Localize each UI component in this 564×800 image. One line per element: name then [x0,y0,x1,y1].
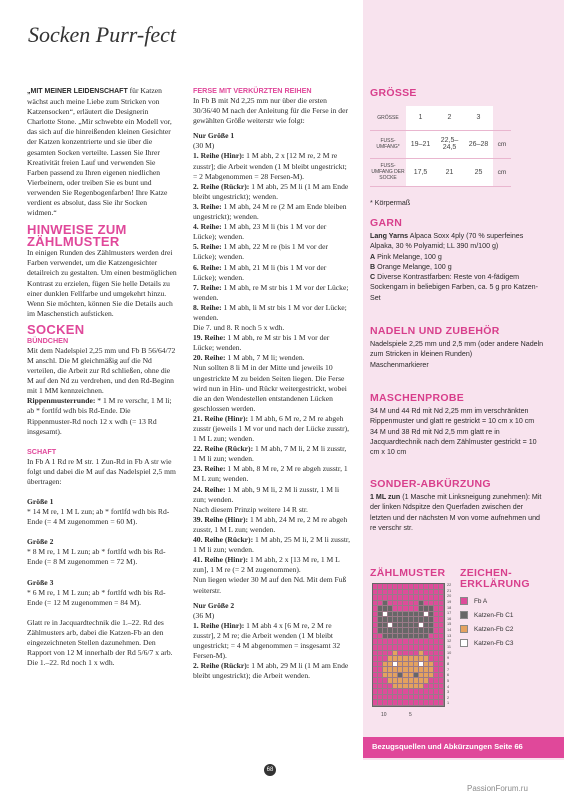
reihe-item [193,485,351,505]
row-number: 10 [447,650,452,655]
reihen-list-c [193,414,351,505]
reihe-text: 1 M abh, 24 M re (2 M am Ende bleiben ungestrickt); wenden. [193,201,347,222]
maschenprobe-heading: MASCHENPROBE [370,392,465,404]
maschenmarkierer-text: Maschenmarkierer [370,360,429,369]
garn-block [370,231,545,303]
reihe-item [193,202,351,222]
reihe-lead: 20. Reihe: [193,353,226,363]
maschenprobe-text-2: 34 M und 38 Rd mit Nd 2,5 mm glatt re in Jacquardtechnik nach dem Zählmuster gestrickt = 10 cm x 10 cm [370,427,537,457]
row-number: 5 [447,678,450,683]
reihe-item [193,621,351,661]
sonder-heading: SONDER-ABKÜRZUNG [370,478,491,490]
schaft-text: In Fb A 1 Rd re M str. 1 Zun-Rd in Fb A str wie folgt und dabei die M auf das Nadelspiel 2,5 mm übertragen: [27,456,176,486]
reihe-lead: 41. Reihe (Hinr): [193,555,249,565]
row-number: 4 [447,684,450,689]
m30-label: (30 M) [193,141,215,151]
chart-row-numbers [447,583,457,707]
reihe-item [193,661,351,681]
row-number: 8 [447,661,450,666]
nadeln-block [370,339,545,370]
maschenprobe-text-1: 34 M und 44 Rd mit Nd 2,25 mm im verschränkten Rippenmuster und glatt re gestrickt = 10 cm x 10 cm [370,407,535,426]
row-number: 15 [447,622,452,627]
page-number: 68 [264,764,276,776]
reihe-lead: 5. Reihe: [193,242,222,252]
row-number: 12 [447,639,452,644]
groesse1-heading: Größe 1 [27,497,54,506]
row-number: 14 [447,628,452,633]
legend-item [460,625,513,633]
row-number: 1 [447,701,450,706]
buendchen-heading: BÜNDCHEN [27,335,69,345]
row-number: 19 [447,599,452,604]
garn-c-lead: C [370,273,376,282]
reihen-list-b [193,333,351,363]
reihe-lead: 1. Reihe (Hinr): [193,620,245,630]
footer-link[interactable]: Bezugsquellen und Abkürzungen Seite 66 [372,742,523,751]
rippen-lead: Rippenmusterrunde: [27,396,96,406]
fuss-row-label: FUSS-UMFANG* [370,130,406,158]
reihe-lead: 39. Reihe (Hinr): [193,514,249,524]
row-number: 7 [447,667,450,672]
hinweise-text: In einigen Runden des Zählmusters werden drei Farben verwendet, um die Katzengesichter detailreich zu gestalten. Um einen bestmöglichen Kontrast zu erzielen, fügen Sie helle Details zu einer dunklen Fellfarbe und umgekehrt hinzu. Wenn Sie möchten, können Sie die Details auch im Maschenstich aufsticken. [27,248,177,318]
reihe-text: 1 M abh 4 x [6 M re, 2 M re zusstr], 2 M re; die Arbeit wenden (1 M bleibt ungestrickt; = 4 M abgenommen = insgesamt 32 Fersen-M). [193,620,341,661]
row-number: 21 [447,588,452,593]
reihe-lead: 40. Reihe (Rückr): [193,535,254,545]
reihe-item [193,242,351,262]
garn-heading: GARN [370,217,403,229]
reihe-text: 1 M abh, 25 M li (1 M am Ende bleibt ungestrickt); wenden. [193,181,349,201]
groesse3-text: * 6 M re, 1 M L zun; ab * fortlfd wdh bis Rd-Ende (= 12 M zugenommen = 84 M). [27,587,166,607]
garn-b-lead: B [370,262,376,271]
lucken-text: Nun sollten 8 li M in der Mitte und jeweils 10 ungestrickte M zu beiden Seiten liegen. Die Ferse wird nun in Hin- und Rückr weitergestrickt, wobei die an den Wendestellen entstandenen Lücken geschlossen werden. [193,363,347,413]
size-table-row [370,158,511,186]
reihe-item [193,151,351,181]
reihe-text: 1 M abh, 7 M li; wenden. [227,353,305,363]
reihe-item [193,515,351,535]
rippen-paragraph [27,396,177,436]
reihe-item [193,303,351,323]
size-cell: 22,5–24,5 [435,130,464,158]
reihe-item [193,353,351,363]
size-cell: 25 [464,158,493,186]
sonder-text: (1 Masche mit Linksneigung zunehmen): Mit der linken Ndspitze den Querfaden zwischen der letzten und der nächsten M von vorne aufnehmen und re verschr str. [370,493,542,532]
reihe-text: 1 M abh, 7 M li, 2 M li zusstr, 1 M li zun; wenden. [193,444,347,464]
reihe-text: 1 M abh, re M str bis 1 M vor der Lücke; wenden. [193,333,330,353]
reihe-text: 1 M abh, li M str bis 1 M vor der Lücke; wenden. [193,302,347,322]
chart-cell [439,700,444,706]
row-number: 20 [447,594,452,599]
koerpermass-note: * Körpermaß [370,199,411,207]
size-row-label: GRÖSSE [370,106,406,130]
reihe-lead: 24. Reihe: [193,484,226,494]
row-number: 6 [447,673,450,678]
garn-a-lead: A [370,252,376,261]
groesse-heading: GRÖSSE [370,87,417,99]
groesse2-heading: Größe 2 [27,537,54,547]
nur-groesse2-heading: Nur Größe 2 [193,600,235,610]
reihe-item [193,535,351,555]
reihe-lead: 2. Reihe (Rückr): [193,661,250,671]
reihe-text: 1 M abh, 24 M re, 2 M re abgeh zusstr, 1 M L zun; wenden. [193,514,348,534]
reihe-text: 1 M abh, 22 M re (bis 1 M vor der Lücke); wenden. [193,242,328,262]
reihe-text: 1 M abh, 29 M li (1 M am Ende bleibt ungestrickt); die Arbeit wenden. [193,661,349,681]
groesse1-text: * 14 M re, 1 M L zun; ab * fortlfd wdh bis Rd-Ende (= 4 M zugenommen = 60 M). [27,507,170,527]
sonder-lead: 1 ML zun [370,493,401,501]
socken-heading: SOCKEN [27,321,85,337]
socke-row-label: FUSS-UMFANG DER SOCKE [370,158,406,186]
jacquard-text: Glatt re in Jacquardtechnik die 1.–22. Rd des Zählmusters arb, dabei die Katzen-Fb an den eingezeichneten Stellen dazunehmen. Den Rapport von 12 M innerhalb der Rd 5/6/7 x arb. Die 1.–22. Rd noch 1 x wdh. [27,617,173,668]
ferse-intro: In Fb B mit Nd 2,25 mm nur über die ersten 30/36/40 M nach der Anleitung für die Ferse in der gewählten Größe weiterstr wie folgt: [193,96,349,126]
ferse-heading: FERSE MIT VERKÜRZTEN REIHEN [193,86,312,95]
reihen-list-e [193,621,351,682]
reihen-list-a [193,151,351,323]
reihe-text: 1 M abh, 9 M li, 2 M li zusstr, 1 M li zun; wenden. [193,484,340,504]
legend-label: Katzen-Fb C1 [474,611,514,619]
unit-cell: cm [493,158,511,186]
legend-item [460,611,513,619]
size-cell: 2 [435,106,464,130]
garn-lead: Lang Yarns [370,232,409,240]
reihe-item [193,555,351,575]
reihen-list-d [193,515,351,576]
rippen-text: * 1 M re verschr, 1 M li; ab * fortlfd wdh bis Rd-Ende. Die Rippenmuster-Rd noch 12 x wdh (= 13 Rd insgesamt). [27,396,172,436]
reihe-text: 1 M abh, 23 M li (bis 1 M vor der Lücke); wenden. [193,222,327,242]
watermark: PassionForum.ru [467,784,528,793]
maschenprobe-block [370,406,545,457]
reihe-lead: 23. Reihe: [193,464,226,474]
reihe-lead: 4. Reihe: [193,222,222,232]
m36-label: (36 M) [193,610,215,620]
legend-swatch [460,597,468,605]
garn-c-text: Diverse Kontrastfarben: Reste von 4-fädigem Sockengarn in beliebigen Farben, ca. 5 g pro Katzen-Set [370,273,538,302]
hinweise-heading: HINWEISE ZUM ZÄHLMUSTER [27,222,127,250]
reihe-item [193,444,351,464]
size-table-row [370,130,511,158]
row-number: 16 [447,616,452,621]
intro-text: für Katzen wächst auch meine Liebe zum Stricken von Katzensocken“, erläutert die Designerin Charlotte Stone. „Mir schwebte ein Modell vor, das sich auf die hinreißenden kleinen Gesichter der Katzen konzentrierte und sie über die gesamten Socken verteilte. Lassen Sie Ihrer Kreativität freien Lauf und verwenden Sie Farben passend zu Ihren eigenen niedlichen Vierbeinern, oder treiben Sie es bunt und verwenden Sie Regenbogenfarben! Ihre Katze verdient es absolut, dass Sie ihr Socken widmen.“ [27,86,172,218]
page-title: Socken Purr-fect [28,22,176,47]
chart-col-number: 10 [381,712,387,718]
row-number: 13 [447,633,452,638]
row-number: 3 [447,690,450,695]
garn-text: Alpaca Soxx 4ply (70 % superfeines Alpaka, 30 % Polyamid; LL 390 m/100 g) [370,232,524,251]
wdh-text: Die 7. und 8. R noch 5 x wdh. [193,323,285,333]
row-number: 17 [447,611,452,616]
size-cell: 17,5 [406,158,435,186]
schaft-heading: SCHAFT [27,446,57,456]
groesse3-heading: Größe 3 [27,577,54,587]
reihe-lead: 21. Reihe (Hinr): [193,413,249,423]
row-number: 18 [447,605,452,610]
size-cell: 26–28 [464,130,493,158]
size-table [370,106,511,187]
nur-noch-text: Nun liegen wieder 30 M auf den Nd. Mit dem Fuß weiterstr. [193,575,347,595]
column-left [27,86,177,668]
row-number: 22 [447,583,452,587]
garn-a-text: Pink Melange, 100 g [377,252,442,261]
unit-cell: cm [493,130,511,158]
reihe-item [193,464,351,484]
legend-item [460,597,487,605]
intro-paragraph [27,86,177,218]
size-cell: 1 [406,106,435,130]
garn-b-text: Orange Melange, 100 g [377,262,452,271]
reihe-text: 1 M abh, 2 x [13 M re, 1 M L zun], 1 M re (= 2 M zugenommen). [193,555,340,575]
chart-grid [372,583,445,707]
nadeln-heading: NADELN UND ZUBEHÖR [370,325,500,337]
legend-label: Fb A [474,597,488,605]
chart-col-number: 5 [409,712,412,718]
reihe-lead: 1. Reihe (Hinr): [193,151,245,161]
intro-lead: „MIT MEINER LEIDENSCHAFT [27,88,128,95]
reihe-item [193,333,351,353]
legend-label: Katzen-Fb C3 [474,639,514,647]
row-number: 2 [447,695,450,700]
prinzip-text: Nach diesem Prinzip weitere 14 R str. [193,504,308,514]
reihe-lead: 8. Reihe: [193,302,222,312]
size-cell: 19–21 [406,130,435,158]
nur-groesse1-heading: Nur Größe 1 [193,131,235,141]
reihe-item [193,222,351,242]
reihe-text: 1 M abh, 21 M li (bis 1 M vor der Lücke); wenden. [193,262,327,282]
size-cell: 3 [464,106,493,130]
reihe-lead: 3. Reihe: [193,201,222,211]
reihe-lead: 22. Reihe (Rückr): [193,444,254,454]
reihe-lead: 19. Reihe: [193,333,226,343]
zeichen-heading: ZEICHEN-ERKLÄRUNG [460,567,530,590]
reihe-text: 1 M abh, re M str bis 1 M vor der Lücke; wenden. [193,282,349,302]
reihe-text: 1 M abh, 25 M li, 2 M li zusstr, 1 M li zun; wenden. [193,535,351,555]
reihe-text: 1 M abh, 2 x [12 M re, 2 M re zusstr]; die Arbeit wenden (1 M bleibt ungestrickt; = 2 Mabgenommen = 28 Fersen-M). [193,151,347,181]
legend-item [460,639,513,647]
row-number: 11 [447,645,451,650]
buendchen-text: Mit dem Nadelspiel 2,25 mm und Fb B 56/64/72 M anschl. Die M gleichmäßig auf die Nd verteilen, die Arbeit zur Rd schließen, ohne die M auf den Nd zu verdrehen, und den Rd-Beginn mit 1 MM kennzeichnen. [27,345,176,396]
size-cell: 21 [435,158,464,186]
zaehlmuster-heading: ZÄHLMUSTER [370,567,446,579]
reihe-text: 1 M abh, 6 M re, 2 M re abgeh zusstr (jeweils 1 M vor und nach der Lücke zusstr), 1 M L zun; wenden. [193,413,350,444]
row-number: 9 [447,656,450,661]
groesse2-text: * 8 M re, 1 M L zun; ab * fortlfd wdh bis Rd-Ende (= 8 M zugenommen = 72 M). [27,547,166,567]
reihe-lead: 2. Reihe (Rückr): [193,181,250,191]
legend-swatch [460,639,468,647]
column-middle [193,86,351,681]
legend-swatch [460,611,468,619]
reihe-item [193,414,351,444]
reihe-lead: 6. Reihe: [193,262,222,272]
unit-cell [493,106,511,130]
legend-label: Katzen-Fb C2 [474,625,514,633]
reihe-lead: 7. Reihe: [193,282,222,292]
legend-swatch [460,625,468,633]
size-table-row [370,106,511,130]
reihe-item [193,182,351,202]
reihe-text: 1 M abh, 8 M re, 2 M re abgeh zusstr, 1 M L zun; wenden. [193,464,348,484]
reihe-item [193,283,351,303]
sonder-block [370,492,545,533]
reihe-item [193,263,351,283]
nadeln-text: Nadelspiele 2,25 mm und 2,5 mm (oder andere Nadeln zum Stricken in kleinen Runden) [370,340,544,359]
